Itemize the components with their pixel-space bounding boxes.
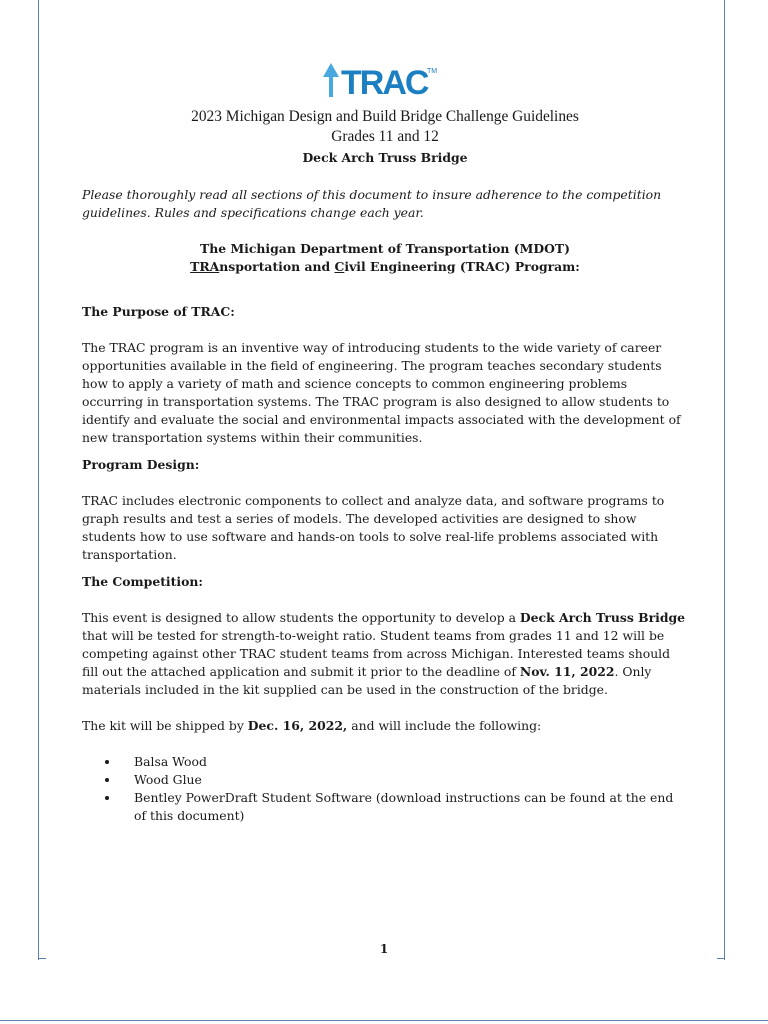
kit-text-2: and will include the following: (347, 718, 542, 733)
kit-text-1: The kit will be shipped by (82, 718, 248, 733)
department-line2 (82, 258, 688, 276)
tra-underlined: TRA (190, 259, 220, 274)
design-heading: Program Design: (82, 457, 200, 472)
kit-sentence (82, 717, 688, 735)
competition-text-3: . Only materials included in the kit supplied can be used in the construction of the bridge. (82, 664, 652, 697)
bottom-rule (0, 1020, 768, 1021)
purpose-heading: The Purpose of TRAC: (82, 304, 235, 319)
page-corner-left (38, 958, 46, 959)
trac-logo-tm: TM (427, 68, 438, 75)
competition-body (82, 609, 688, 699)
c-rest: ivil Engineering (TRAC) Program: (344, 259, 580, 274)
kit-item: • Wood Glue (120, 771, 688, 789)
kit-ship-date: Dec. 16, 2022, (247, 718, 348, 733)
page-border-right (724, 0, 725, 960)
competition-text-1: This event is designed to allow students the opportunity to develop a (82, 610, 520, 625)
bridge-type: Deck Arch Truss Bridge (302, 150, 468, 165)
kit-list (82, 753, 688, 825)
page-border-left (38, 0, 39, 960)
kit-item: • Balsa Wood (120, 753, 688, 771)
document-body (82, 106, 688, 825)
page-number: 1 (379, 942, 389, 956)
intro-note: Please thoroughly read all sections of this document to insure adherence to the competition guidelines. Rules and specifications change each year. (82, 187, 662, 220)
design-body: TRAC includes electronic components to collect and analyze data, and software programs to graph results and test a series of models. The developed activities are designed to show students how to use software and hands-on tools to solve real-life problems associated with transportation. (82, 493, 665, 562)
trac-logo (321, 61, 445, 99)
document-grades: Grades 11 and 12 (331, 128, 439, 145)
trac-logo-text: TRAC (341, 64, 428, 99)
purpose-body: The TRAC program is an inventive way of introducing students to the wide variety of career opportunities available in the field of engineering. The program teaches secondary students how to apply a variety of math and science concepts to common engineering problems occurring in transportation systems. The TRAC program is also designed to allow students to identify and evaluate the social and environmental impacts associated with the development of new transportation systems within their communities. (82, 340, 681, 445)
department-line1: The Michigan Department of Transportation (MDOT) (200, 241, 570, 256)
c-underlined: C (334, 259, 345, 274)
kit-item: • Bentley PowerDraft Student Software (download instructions can be found at the end of this document) (120, 789, 688, 825)
document-title: 2023 Michigan Design and Build Bridge Challenge Guidelines (191, 108, 579, 125)
page-corner-right (717, 958, 725, 959)
competition-heading: The Competition: (82, 574, 203, 589)
competition-bridge-name: Deck Arch Truss Bridge (519, 610, 686, 625)
tra-rest: nsportation and (219, 259, 335, 274)
trac-logo-mark (323, 63, 339, 97)
competition-text-2: that will be tested for strength-to-weight ratio. Student teams from grades 11 and 12 will be competing against other TRAC student teams from across Michigan. Interested teams should fill out the attached application and submit it prior to the deadline of (82, 628, 671, 679)
competition-deadline: Nov. 11, 2022 (519, 664, 615, 679)
department-block (82, 240, 688, 276)
